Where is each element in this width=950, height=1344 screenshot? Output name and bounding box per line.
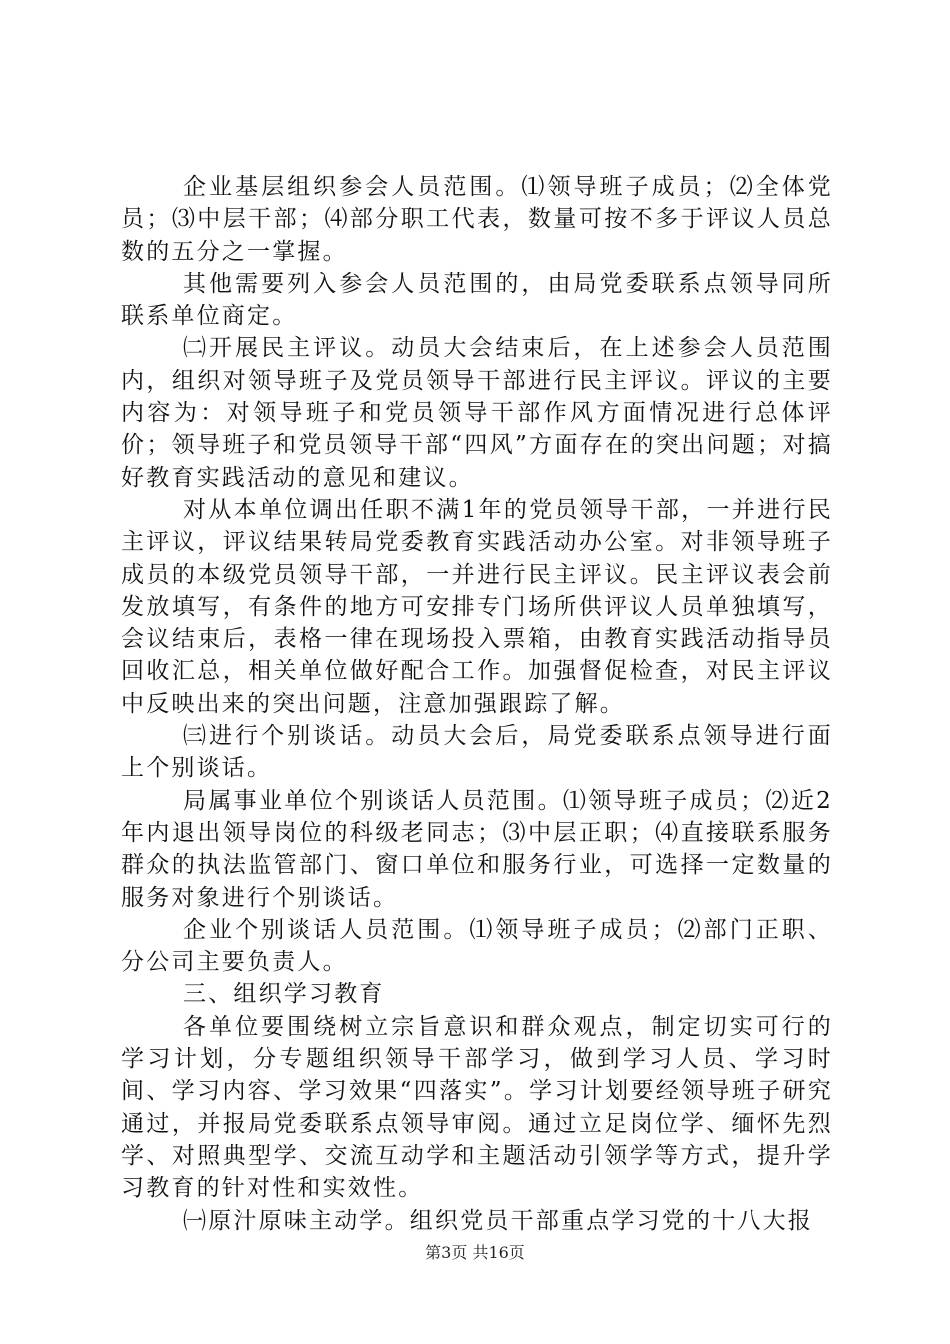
paragraph-6: 局属事业单位个别谈话人员范围。⑴领导班子成员；⑵近2年内退出领导岗位的科级老同志；⑶中层正职；⑷直接联系服务群众的执法监管部门、窗口单位和服务行业，可选择一定数量的服务对象进行个别谈话。 — [121, 787, 833, 911]
paragraph-2: 其他需要列入参会人员范围的，由局党委联系点领导同所联系单位商定。 — [121, 270, 833, 330]
page-number-footer: 第3页 共16页 — [425, 1243, 525, 1262]
paragraph-8: 各单位要围绕树立宗旨意识和群众观点，制定切实可行的学习计划，分专题组织领导干部学习，做到学习人员、学习时间、学习内容、学习效果“四落实”。学习计划要经领导班子研究通过，并报局党委联系点领导审阅。通过立足岗位学、缅怀先烈学、对照典型学、交流互动学和主题活动引领学等方式，提升学习教育的针对性和实效性。 — [121, 1013, 833, 1202]
section-heading: 三、组织学习教育 — [183, 981, 385, 1008]
paragraph-9: ㈠原汁原味主动学。组织党员干部重点学习党的十八大报 — [183, 1207, 813, 1234]
paragraph-3: ㈡开展民主评议。动员大会结束后，在上述参会人员范围内，组织对领导班子及党员领导干部进行民主评议。评议的主要内容为：对领导班子和党员领导干部作风方面情况进行总体评价；领导班子和党员领导干部“四风”方面存在的突出问题；对搞好教育实践活动的意见和建议。 — [121, 335, 833, 491]
paragraph-4: 对从本单位调出任职不满1年的党员领导干部，一并进行民主评议，评议结果转局党委教育实践活动办公室。对非领导班子成员的本级党员领导干部，一并进行民主评议。民主评议表会前发放填写，有条件的地方可安排专门场所供评议人员单独填写，会议结束后，表格一律在现场投入票箱，由教育实践活动指导员回收汇总，相关单位做好配合工作。加强督促检查，对民主评议中反映出来的突出问题，注意加强跟踪了解。 — [121, 496, 833, 717]
paragraph-1: 企业基层组织参会人员范围。⑴领导班子成员；⑵全体党员；⑶中层干部；⑷部分职工代表，数量可按不多于评议人员总数的五分之一掌握。 — [121, 174, 833, 265]
paragraph-7: 企业个别谈话人员范围。⑴领导班子成员；⑵部门正职、分公司主要负责人。 — [121, 916, 833, 976]
paragraph-5: ㈢进行个别谈话。动员大会后，局党委联系点领导进行面上个别谈话。 — [121, 723, 833, 782]
document-body — [121, 171, 833, 1237]
